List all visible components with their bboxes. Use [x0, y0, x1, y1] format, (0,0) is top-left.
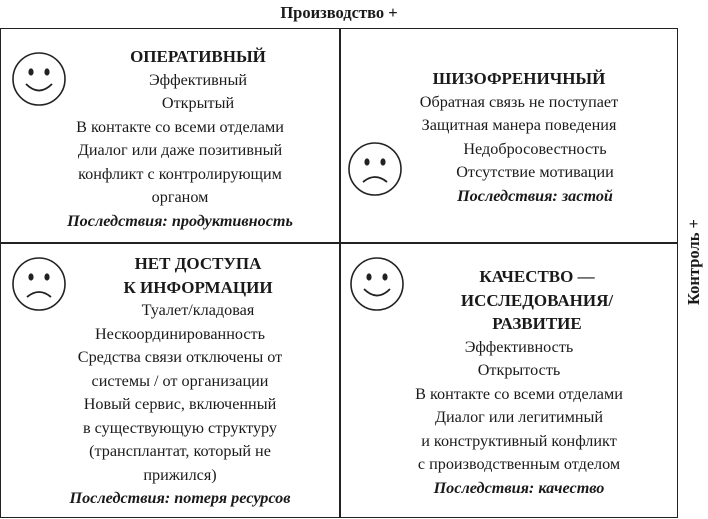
- quadrant-line: Открытый: [161, 94, 235, 112]
- quadrant-consequence: Последствия: потеря ресурсов: [69, 489, 291, 507]
- quadrant-line: Открытость: [477, 361, 561, 379]
- quadrant-consequence: Последствия: продуктивность: [67, 211, 293, 230]
- quadrant-operative: [21, 45, 339, 233]
- quadrant-line: прижился): [143, 465, 217, 484]
- quadrant-line: (трансплантат, который не: [89, 442, 271, 460]
- quadrant-line: Защитная манера поведения: [421, 116, 617, 134]
- quadrant-title: К ИНФОРМАЦИИ: [123, 277, 273, 297]
- quadrant-title: ОПЕРАТИВНЫЙ: [130, 47, 266, 66]
- quadrant-title: КАЧЕСТВО —: [479, 267, 595, 286]
- quadrant-line: органом: [151, 188, 209, 206]
- quadrant-consequence: Последствия: застой: [457, 186, 613, 205]
- quadrant-line: Недобросовестность: [463, 139, 607, 158]
- quadrant-consequence: Последствия: качество: [433, 478, 605, 497]
- quadrant-line: В контакте со всеми отделами: [415, 384, 623, 403]
- quadrant-line: Отсутствие мотивации: [456, 163, 614, 181]
- quadrant-title: РАЗВИТИЕ: [492, 314, 582, 333]
- quadrant-line: Нескоординированность: [94, 324, 266, 343]
- quadrant-line: в существующую структуру: [82, 418, 278, 437]
- production-axis-label: Производство +: [280, 3, 398, 22]
- quadrant-title: ШИЗОФРЕНИЧНЫЙ: [432, 69, 606, 88]
- quadrant-no-access: [21, 252, 339, 511]
- quadrant-line: В контакте со всеми отделами: [76, 117, 284, 136]
- quadrant-line: системы / от организации: [91, 371, 269, 390]
- quadrant-quality-rnd: [359, 265, 679, 500]
- quadrant-line: Средства связи отключены от: [77, 348, 283, 366]
- quadrant-line: Эффективный: [149, 70, 247, 89]
- quadrant-schizophrenic: [359, 67, 679, 208]
- control-axis: [680, 62, 708, 462]
- horizontal-divider: [1, 242, 677, 244]
- control-axis-label: Контроль +: [684, 219, 703, 305]
- quadrant-line: Диалог или даже позитивный: [77, 141, 283, 159]
- quadrant-line: Новый сервис, включенный: [83, 395, 277, 413]
- quadrant-line: Диалог или легитимный: [434, 408, 604, 426]
- quadrant-title: ИССЛЕДОВАНИЯ/: [460, 290, 614, 310]
- quadrant-title: НЕТ ДОСТУПА: [134, 254, 262, 273]
- vertical-divider: [339, 29, 341, 517]
- quadrant-line: Туалет/кладовая: [141, 301, 255, 319]
- quadrant-line: с производственным отделом: [417, 455, 621, 473]
- quadrant-line: Эффективность: [464, 337, 574, 356]
- quadrant-line: Обратная связь не поступает: [419, 92, 619, 111]
- quadrant-grid: [0, 28, 678, 518]
- quadrant-line: конфликт с контролирующим: [78, 164, 282, 183]
- quadrant-line: и конструктивный конфликт: [421, 431, 617, 450]
